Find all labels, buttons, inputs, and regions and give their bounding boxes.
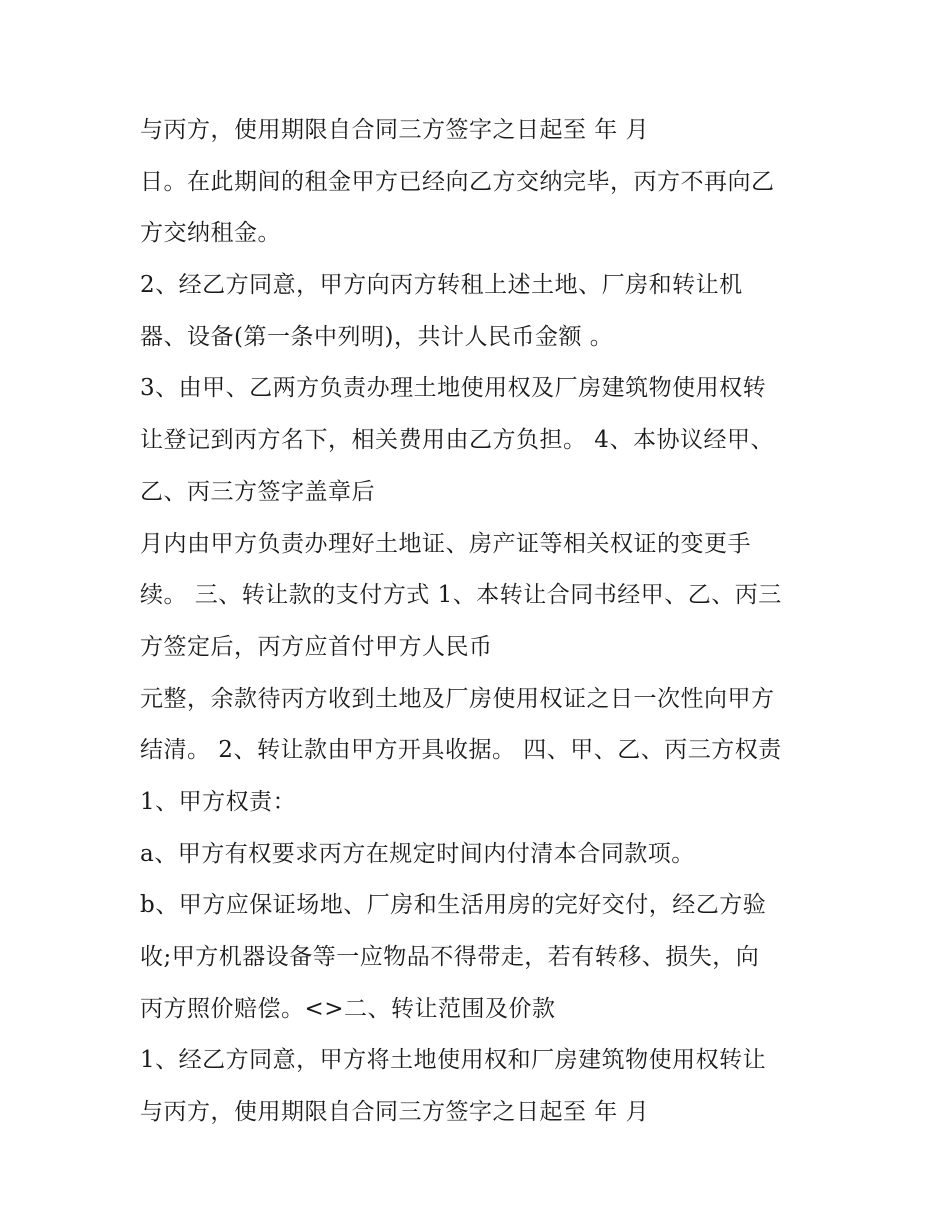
text-line: 与丙方，使用期限自合同三方签字之日起至 年 月 [140,1099,650,1126]
text-line: 1、经乙方同意，甲方将土地使用权和厂房建筑物使用权转让 [140,1047,767,1074]
text-line: 月内由甲方负责办理好土地证、房产证等相关权证的变更手 [140,530,751,557]
text-line: 收;甲方机器设备等一应物品不得带走，若有转移、损失，向 [140,944,760,970]
text-line: 器、设备(第一条中列明)，共计人民币金额 。 [140,323,614,350]
text-line: 丙方照价赔偿。<>二、转让范围及价款 [140,995,556,1022]
text-line: b、甲方应保证场地、厂房和生活用房的完好交付，经乙方验 [140,892,767,919]
document-body [140,105,840,1139]
text-line: 乙、丙三方签字盖章后 [140,478,375,505]
text-line: 方交纳租金。 [140,220,281,247]
text-line: a、甲方有权要求丙方在规定时间内付清本合同款项。 [140,840,695,867]
text-line: 日。在此期间的租金甲方已经向乙方交纳完毕，丙方不再向乙 [140,168,775,195]
text-line: 与丙方，使用期限自合同三方签字之日起至 年 月 [140,117,650,143]
text-line: 1、甲方权责： [140,788,297,815]
text-line: 元整，余款待丙方收到土地及厂房使用权证之日一次性向甲方 [140,685,775,712]
text-line: 让登记到丙方名下，相关费用由乙方负担。 4、本协议经甲、 [140,427,774,454]
text-line: 续。 三、转让款的支付方式 1、本转让合同书经甲、乙、丙三 [140,582,782,609]
text-line: 结清。 2、转让款由甲方开具收据。 四、甲、乙、丙三方权责 [140,737,782,764]
text-line: 3、由甲、乙两方负责办理土地使用权及厂房建筑物使用权转 [140,375,767,402]
text-line: 2、经乙方同意，甲方向丙方转租上述土地、厂房和转让机 [140,272,743,299]
text-line: 方签定后，丙方应首付甲方人民币 [140,633,493,660]
